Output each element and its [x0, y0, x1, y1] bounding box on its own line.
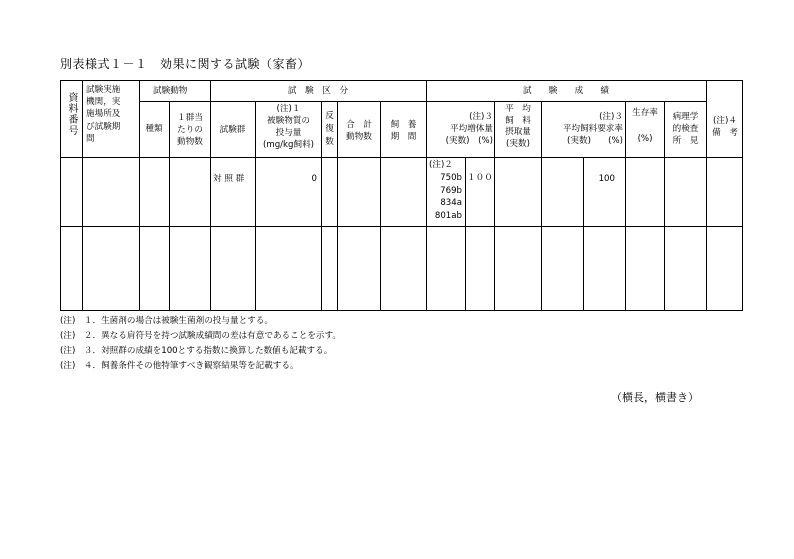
header-test-group: 試験群 — [219, 125, 246, 135]
header-survival: 生存率 (%) — [632, 108, 658, 144]
header-test-results: 試 験 成 績 — [523, 86, 609, 96]
header-per-group: １群当 たりの 動物数 — [177, 113, 203, 147]
header-feed-requirement: (注)３ 平均飼料要求率 (実数) (%) — [562, 112, 623, 146]
header-feed-intake: 平 均 飼 料 摂取量 (実数) — [505, 104, 531, 149]
orientation-note: （横長，横書き） — [611, 391, 699, 404]
row1-gain-note: (注)２ — [429, 160, 453, 170]
note-3: (注) ３．対照群の成績を100とする指数に換算した数値も記載する。 — [60, 346, 333, 356]
row1-dose: 0 — [311, 174, 317, 184]
header-test-section: 試 験 区 分 — [287, 86, 349, 96]
note-2: (注) ２．異なる肩符号を持つ試験成績間の差は有意であることを示す。 — [60, 331, 342, 341]
form-title: 別表様式１－１ 効果に関する試験（家畜） — [60, 57, 311, 71]
header-avg-gain: (注)３ 平均増体量 (実数) (%) — [445, 112, 493, 146]
note-4: (注) ４．飼養条件その他特筆すべき観察結果等を記載する。 — [60, 361, 299, 371]
header-doc-no: 資料番号 — [66, 92, 77, 136]
header-remarks: (注)４ 備 考 — [712, 116, 738, 138]
header-total-animals: 合 計 動物数 — [346, 120, 372, 142]
header-feeding-period: 飼 養 期 間 — [390, 120, 417, 142]
row1-feed-req-pct: 100 — [598, 174, 615, 184]
header-species: 種類 — [145, 124, 163, 134]
row1-gain-values: 750b 769b 834a 801ab — [434, 173, 462, 221]
header-dose: (注)１ 被験物質の 投与量 (mg/kg飼料) — [262, 104, 315, 150]
row1-test-group: 対 照 群 — [213, 174, 245, 184]
note-1: (注) １．生菌剤の場合は被験生菌剤の投与量とする。 — [60, 316, 273, 326]
row1-gain-pct: １００ — [467, 173, 493, 183]
header-replicates: 反 復 数 — [325, 111, 334, 147]
header-institution: 試験実施 機関，実 施場所及 び試験期 間 — [86, 85, 121, 144]
header-test-animals: 試験動物 — [153, 86, 188, 96]
header-pathology: 病理学 的検査 所 見 — [672, 112, 699, 146]
